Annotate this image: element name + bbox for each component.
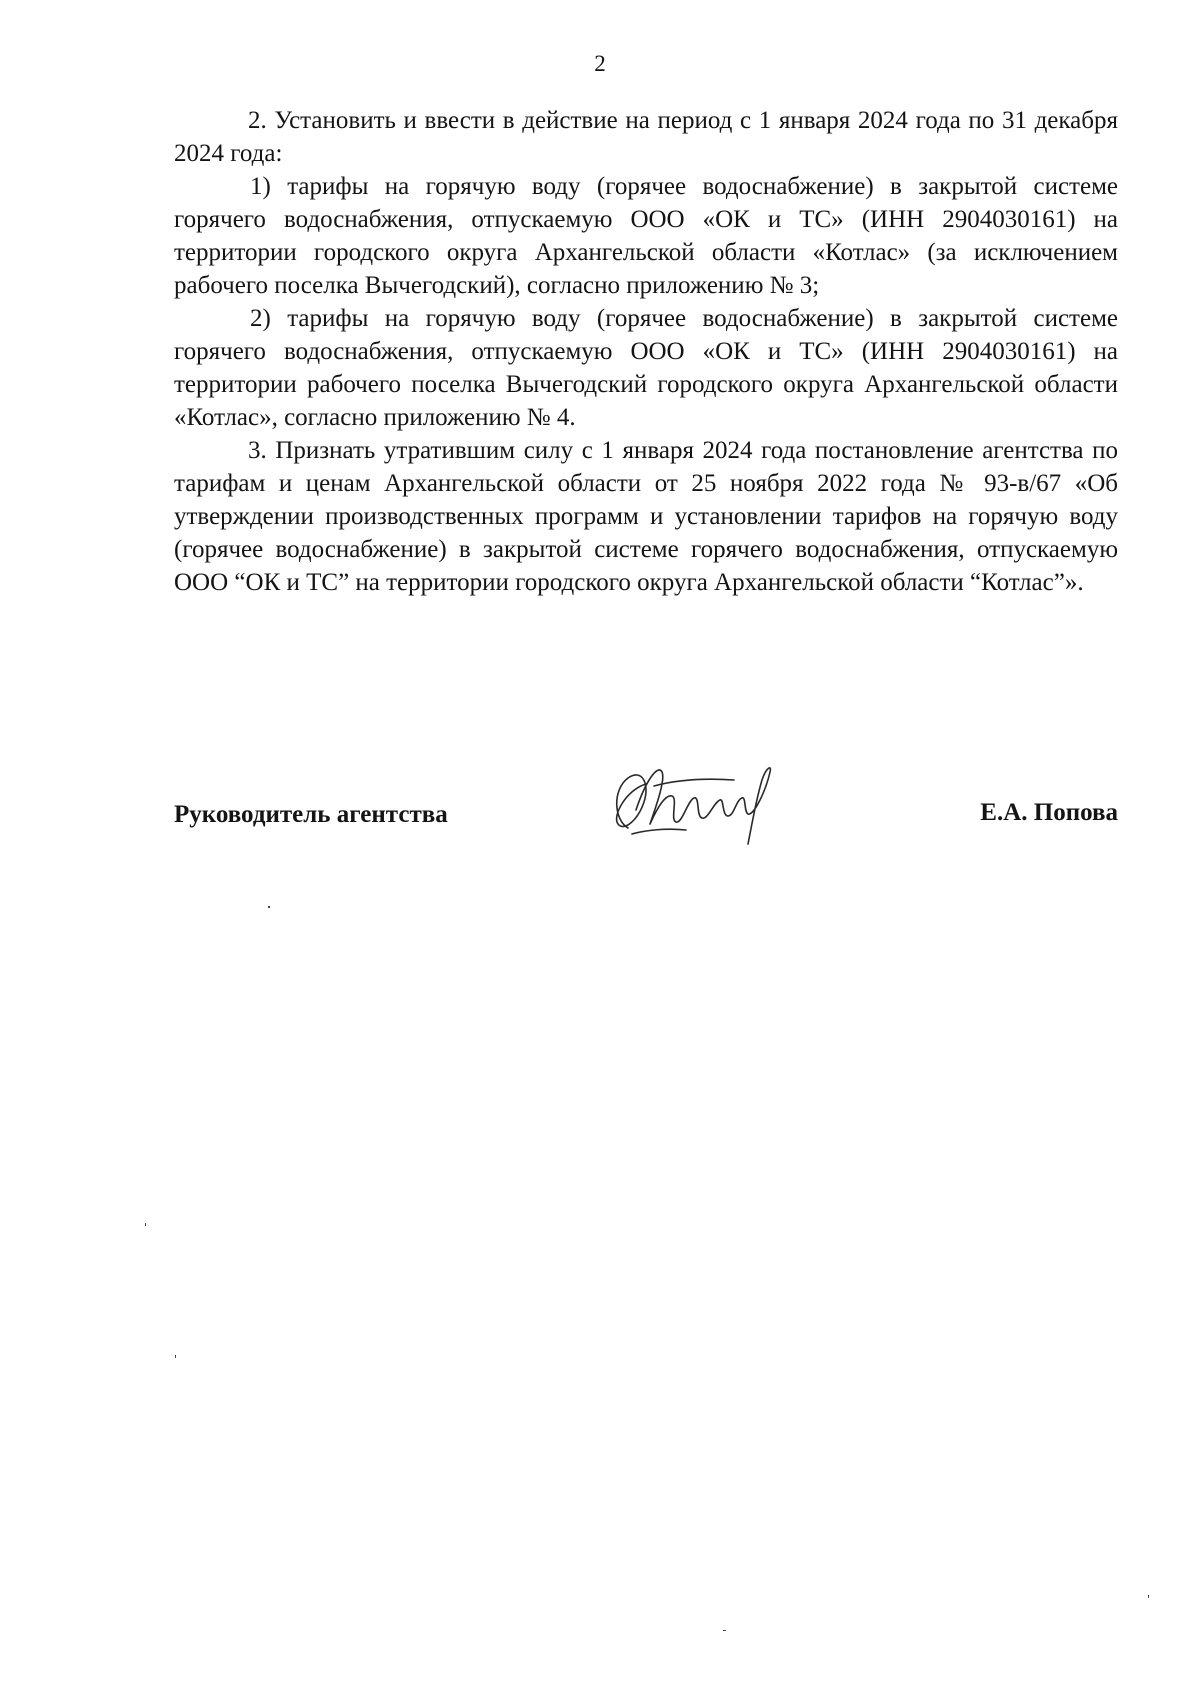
paragraph-subitem-1: 1) тарифы на горячую воду (горячее водоснабжение) в закрытой системе горячего водоснабжения, отпускаемую ООО «ОК и ТС» (ИНН 2904030161) на территории городского округа Архангельской области «Котлас» (за исключением рабочего поселка Вычегодский), согласно приложению № 3; — [174, 173, 1118, 299]
paragraph-subitem-2: 2) тарифы на горячую воду (горячее водоснабжение) в закрытой системе горячего водоснабжения, отпускаемую ООО «ОК и ТС» (ИНН 2904030161) на территории рабочего поселка Вычегодский городского округа Архангельской области «Котлас», согласно приложению № 4. — [174, 305, 1118, 431]
signatory-name: Е.А. Попова — [980, 799, 1118, 826]
paragraph-item-2: 2. Установить и ввести в действие на период с 1 января 2024 года по 31 декабря 2024 года: — [174, 107, 1118, 167]
signatory-title: Руководитель агентства — [174, 801, 448, 828]
scan-speck — [723, 1630, 726, 1631]
signature-block — [174, 750, 1118, 860]
paragraph-item-3: 3. Признать утратившим силу с 1 января 2024 года постановление агентства по тарифам и ценам Архангельской области от 25 ноября 2022 года № 93-в/67 «Об утверждении производственных программ и установлении тарифов на горячую воду (горячее водоснабжение) в закрытой системе горячего водоснабжения, отпускаемую ООО “ОК и ТС” на территории городского округа Архангельской области “Котлас”». — [174, 437, 1118, 596]
document-body — [174, 104, 1118, 599]
scan-speck — [268, 906, 270, 908]
scan-speck — [1148, 1595, 1149, 1598]
scan-speck — [175, 1355, 176, 1358]
page-number: 2 — [594, 51, 606, 76]
scan-speck — [145, 1223, 146, 1226]
handwritten-signature — [606, 750, 776, 850]
